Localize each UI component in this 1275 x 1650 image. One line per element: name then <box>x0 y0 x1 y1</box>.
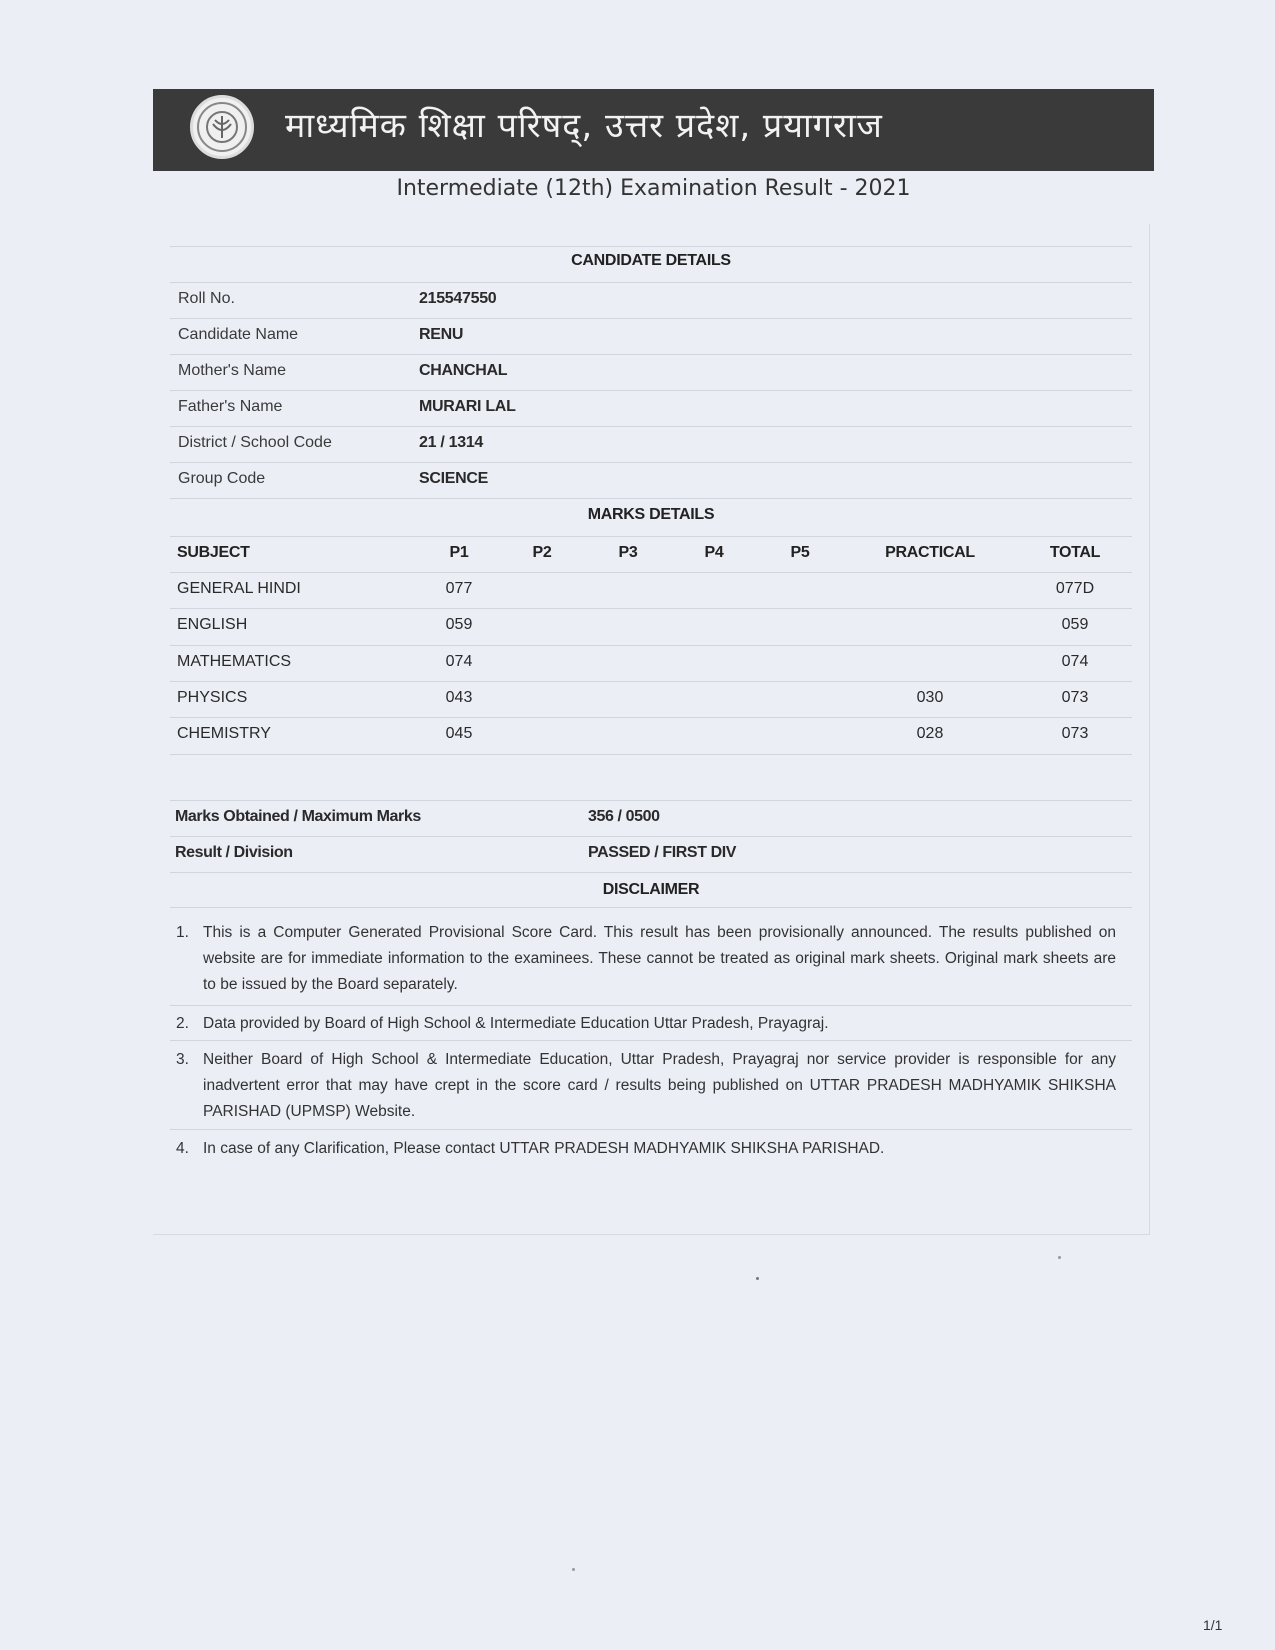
detail-label: District / School Code <box>178 434 332 451</box>
divider <box>170 1005 1132 1006</box>
disclaimer-heading: DISCLAIMER <box>602 881 700 898</box>
detail-row-fathers-name <box>170 390 1132 426</box>
disclaimer-number: 1. <box>176 924 189 941</box>
detail-value: SCIENCE <box>419 470 489 487</box>
detail-label: Group Code <box>178 470 266 487</box>
disclaimer-text: In case of any Clarification, Please contact UTTAR PRADESH MADHYAMIK SHIKSHA PARISHAD. <box>203 1140 885 1157</box>
disclaimer-item-4 <box>176 1136 1116 1162</box>
candidate-details-heading: CANDIDATE DETAILS <box>571 252 731 269</box>
scan-speck <box>756 1277 759 1280</box>
detail-label: Father's Name <box>178 398 283 415</box>
column-header-subject: SUBJECT <box>177 544 250 561</box>
total-cell: 077D <box>1055 580 1095 597</box>
divider <box>170 498 1132 499</box>
detail-row-roll-no <box>170 282 1132 318</box>
scan-speck <box>572 1568 575 1571</box>
p1-cell: 077 <box>445 580 473 597</box>
column-header-total: TOTAL <box>1049 544 1101 561</box>
marks-obtained-row <box>170 800 1132 836</box>
result-division-value: PASSED / FIRST DIV <box>588 844 737 861</box>
subject-cell: ENGLISH <box>177 616 248 633</box>
divider <box>170 1040 1132 1041</box>
p1-cell: 059 <box>445 616 473 633</box>
disclaimer-item-1 <box>176 920 1116 998</box>
total-cell: 073 <box>1061 725 1089 742</box>
divider <box>170 907 1132 908</box>
detail-label: Roll No. <box>178 290 235 307</box>
marks-obtained-value: 356 / 0500 <box>588 808 660 825</box>
column-header-p1: P1 <box>449 544 469 561</box>
subject-cell: GENERAL HINDI <box>177 580 301 597</box>
total-cell: 059 <box>1061 616 1089 633</box>
page-number: 1/1 <box>1203 1617 1223 1633</box>
divider <box>170 1129 1132 1130</box>
p1-cell: 074 <box>445 653 473 670</box>
detail-value: RENU <box>419 326 464 343</box>
header-band <box>153 89 1154 171</box>
divider <box>170 246 1132 247</box>
detail-label: Mother's Name <box>178 362 286 379</box>
scan-speck <box>1058 1256 1061 1259</box>
marks-header-row <box>170 536 1132 572</box>
disclaimer-text: Neither Board of High School & Intermediate Education, Uttar Pradesh, Prayagraj nor service provider is responsible for any inadvertent error that may have crept in the score card / results being published on UTTAR PRADESH MADHYAMIK SHIKSHA PARISHAD (UPMSP) Website. <box>203 1051 1116 1120</box>
marks-row-english <box>170 608 1132 644</box>
board-title-hindi: माध्यमिक शिक्षा परिषद्, उत्तर प्रदेश, प्रयागराज <box>285 106 883 146</box>
detail-row-candidate-name <box>170 318 1132 354</box>
marks-obtained-label: Marks Obtained / Maximum Marks <box>175 808 421 825</box>
disclaimer-number: 3. <box>176 1051 189 1068</box>
marks-row-chemistry <box>170 717 1132 753</box>
detail-row-mothers-name <box>170 354 1132 390</box>
detail-value: CHANCHAL <box>419 362 508 379</box>
divider <box>170 754 1132 755</box>
result-subtitle: Intermediate (12th) Examination Result - 2021 <box>396 176 911 201</box>
divider <box>170 872 1132 873</box>
disclaimer-number: 4. <box>176 1140 189 1157</box>
marks-row-physics <box>170 681 1132 717</box>
column-header-practical: PRACTICAL <box>885 544 975 561</box>
marks-row-mathematics <box>170 645 1132 681</box>
column-header-p5: P5 <box>790 544 810 561</box>
detail-label: Candidate Name <box>178 326 299 343</box>
subject-cell: MATHEMATICS <box>177 653 292 670</box>
p1-cell: 043 <box>445 689 473 706</box>
detail-value: 215547550 <box>419 290 497 307</box>
result-division-row <box>170 836 1132 872</box>
subject-cell: CHEMISTRY <box>177 725 271 742</box>
disclaimer-item-2 <box>176 1011 1116 1037</box>
column-header-p3: P3 <box>618 544 638 561</box>
marks-row-general-hindi <box>170 572 1132 608</box>
column-header-p2: P2 <box>532 544 552 561</box>
practical-cell: 030 <box>916 689 944 706</box>
p1-cell: 045 <box>445 725 473 742</box>
subject-cell: PHYSICS <box>177 689 248 706</box>
detail-value: 21 / 1314 <box>419 434 484 451</box>
detail-value: MURARI LAL <box>419 398 516 415</box>
disclaimer-text: Data provided by Board of High School & Intermediate Education Uttar Pradesh, Prayagraj. <box>203 1015 829 1032</box>
disclaimer-item-3 <box>176 1047 1116 1125</box>
column-header-p4: P4 <box>704 544 724 561</box>
marks-details-heading: MARKS DETAILS <box>587 506 715 523</box>
detail-row-group-code <box>170 462 1132 498</box>
total-cell: 074 <box>1061 653 1089 670</box>
practical-cell: 028 <box>916 725 944 742</box>
result-division-label: Result / Division <box>175 844 293 861</box>
board-emblem-icon <box>190 95 254 159</box>
disclaimer-number: 2. <box>176 1015 189 1032</box>
detail-row-district-school-code <box>170 426 1132 462</box>
disclaimer-text: This is a Computer Generated Provisional Score Card. This result has been provisionally announced. The results published on website are for immediate information to the examinees. These cannot be treated as original mark sheets. Original mark sheets are to be issued by the Board separately. <box>203 924 1116 993</box>
total-cell: 073 <box>1061 689 1089 706</box>
